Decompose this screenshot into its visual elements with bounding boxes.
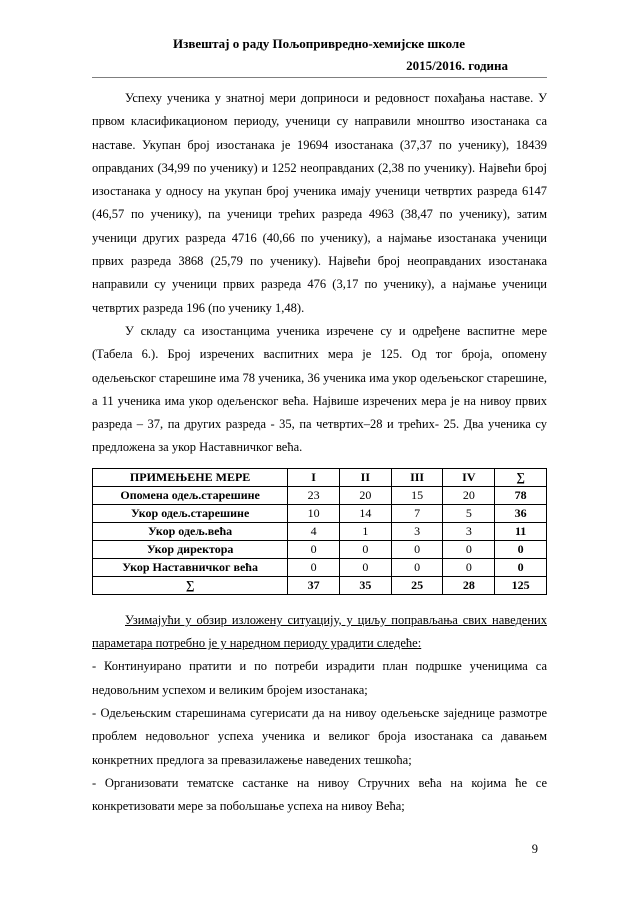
column-header: II [339, 468, 391, 486]
row-label: Укор одељ.већа [93, 522, 288, 540]
document-body [92, 87, 547, 818]
page-header-title: Извештај о раду Пољопривредно-хемијске школе [173, 36, 465, 51]
table-cell: 0 [339, 540, 391, 558]
row-total: 78 [495, 486, 547, 504]
column-header: I [288, 468, 340, 486]
table-row [93, 558, 547, 576]
table-row [93, 504, 547, 522]
table-cell: 20 [339, 486, 391, 504]
measures-table [92, 468, 547, 595]
row-total: 0 [495, 558, 547, 576]
paragraph-absences: Успеху ученика у знатној мери доприноси и редовност похађања наставе. У првом класификационом периоду, ученици су направили мноштво изостанака са наставе. Укупан број изостанака је 19694 изостанака (37,37 по ученику), 18439 оправданих (34,99 по ученику) и 1252 неоправданих (2,38 по ученику). Највећи број изостанака у односу на укупан број ученика имају ученици четвртих разреда 6147 (46,57 по ученику), па ученици трећих разреда 4963 (38,47 по ученику), затим ученици других разреда 4716 (40,66 по ученику), а најмање изостанака ученици првих разреда 3868 (25,79 по ученику). Највећи број неоправданих изостанака направили су ученици првих разреда 476 (3,17 по ученику), а најмање ученици четвртих разреда 196 (по ученику 1,48). [92, 91, 547, 315]
table-cell: 10 [288, 504, 340, 522]
table-cell: 0 [443, 540, 495, 558]
column-header: ∑ [495, 468, 547, 486]
row-total: 0 [495, 540, 547, 558]
table-cell: 14 [339, 504, 391, 522]
page-number: 9 [531, 842, 538, 856]
column-header: ПРИМЕЊЕНЕ МЕРЕ [93, 468, 288, 486]
sum-total: 125 [495, 576, 547, 594]
table-cell: 5 [443, 504, 495, 522]
table-cell: 3 [391, 522, 443, 540]
table-cell: 0 [339, 558, 391, 576]
table-cell: 20 [443, 486, 495, 504]
table-cell: 0 [391, 540, 443, 558]
sum-label: ∑ [93, 576, 288, 594]
table-sum-row [93, 576, 547, 594]
paragraph-measures: У складу са изостанцима ученика изречене су и одређене васпитне мере (Табела 6.). Број изречених васпитних мера је 125. Од тог броја, опомену одељењског старешине има 78 ученика, 36 ученика има укор одељењског старешине, а 11 ученика има укор одељенског већа. Највише изречених мера је на нивоу првих разреда – 37, па других разреда - 35, па четвртих–28 и трећих- 25. Два ученика су предложена за укор Наставничког већа. [92, 323, 547, 455]
table-cell: 1 [339, 522, 391, 540]
table-cell: 0 [391, 558, 443, 576]
page-header-year: 2015/2016. година [406, 58, 508, 73]
sum-cell: 35 [339, 576, 391, 594]
table-cell: 0 [288, 540, 340, 558]
header-divider [92, 77, 547, 78]
sum-cell: 37 [288, 576, 340, 594]
sum-cell: 28 [443, 576, 495, 594]
list-item: - Организовати тематске састанке на нивоу Стручних већа на којима ће се конкретизовати мере за побољшање успеха на нивоу Већа; [92, 775, 547, 814]
row-label: Укор Наставничког већа [93, 558, 288, 576]
table-cell: 7 [391, 504, 443, 522]
row-label: Укор директора [93, 540, 288, 558]
sum-cell: 25 [391, 576, 443, 594]
row-label: Опомена одељ.старешине [93, 486, 288, 504]
table-row [93, 522, 547, 540]
table-cell: 3 [443, 522, 495, 540]
list-item: - Континуирано пратити и по потреби израдити план подршке ученицима са недовољним успехом и великим бројем изостанака; [92, 659, 547, 697]
paragraph-recommendations-intro: Узимајући у обзир изложену ситуацију, у циљу поправљања свих наведених параметара потребно је у наредном периоду урадити следеће: [92, 612, 547, 651]
table-cell: 15 [391, 486, 443, 504]
table-row [93, 486, 547, 504]
table-cell: 23 [288, 486, 340, 504]
table-row [93, 540, 547, 558]
table-cell: 0 [288, 558, 340, 576]
list-item: - Одељењским старешинама сугерисати да на нивоу одељењске заједнице размотре проблем недовољног успеха ученика и великог броја изостанака са давањем конкретних предлога за превазилажење наведених тешкоћа; [92, 705, 547, 767]
column-header: IV [443, 468, 495, 486]
row-label: Укор одељ.старешине [93, 504, 288, 522]
table-cell: 0 [443, 558, 495, 576]
table-header-row [93, 468, 547, 486]
table-cell: 4 [288, 522, 340, 540]
row-total: 11 [495, 522, 547, 540]
column-header: III [391, 468, 443, 486]
row-total: 36 [495, 504, 547, 522]
